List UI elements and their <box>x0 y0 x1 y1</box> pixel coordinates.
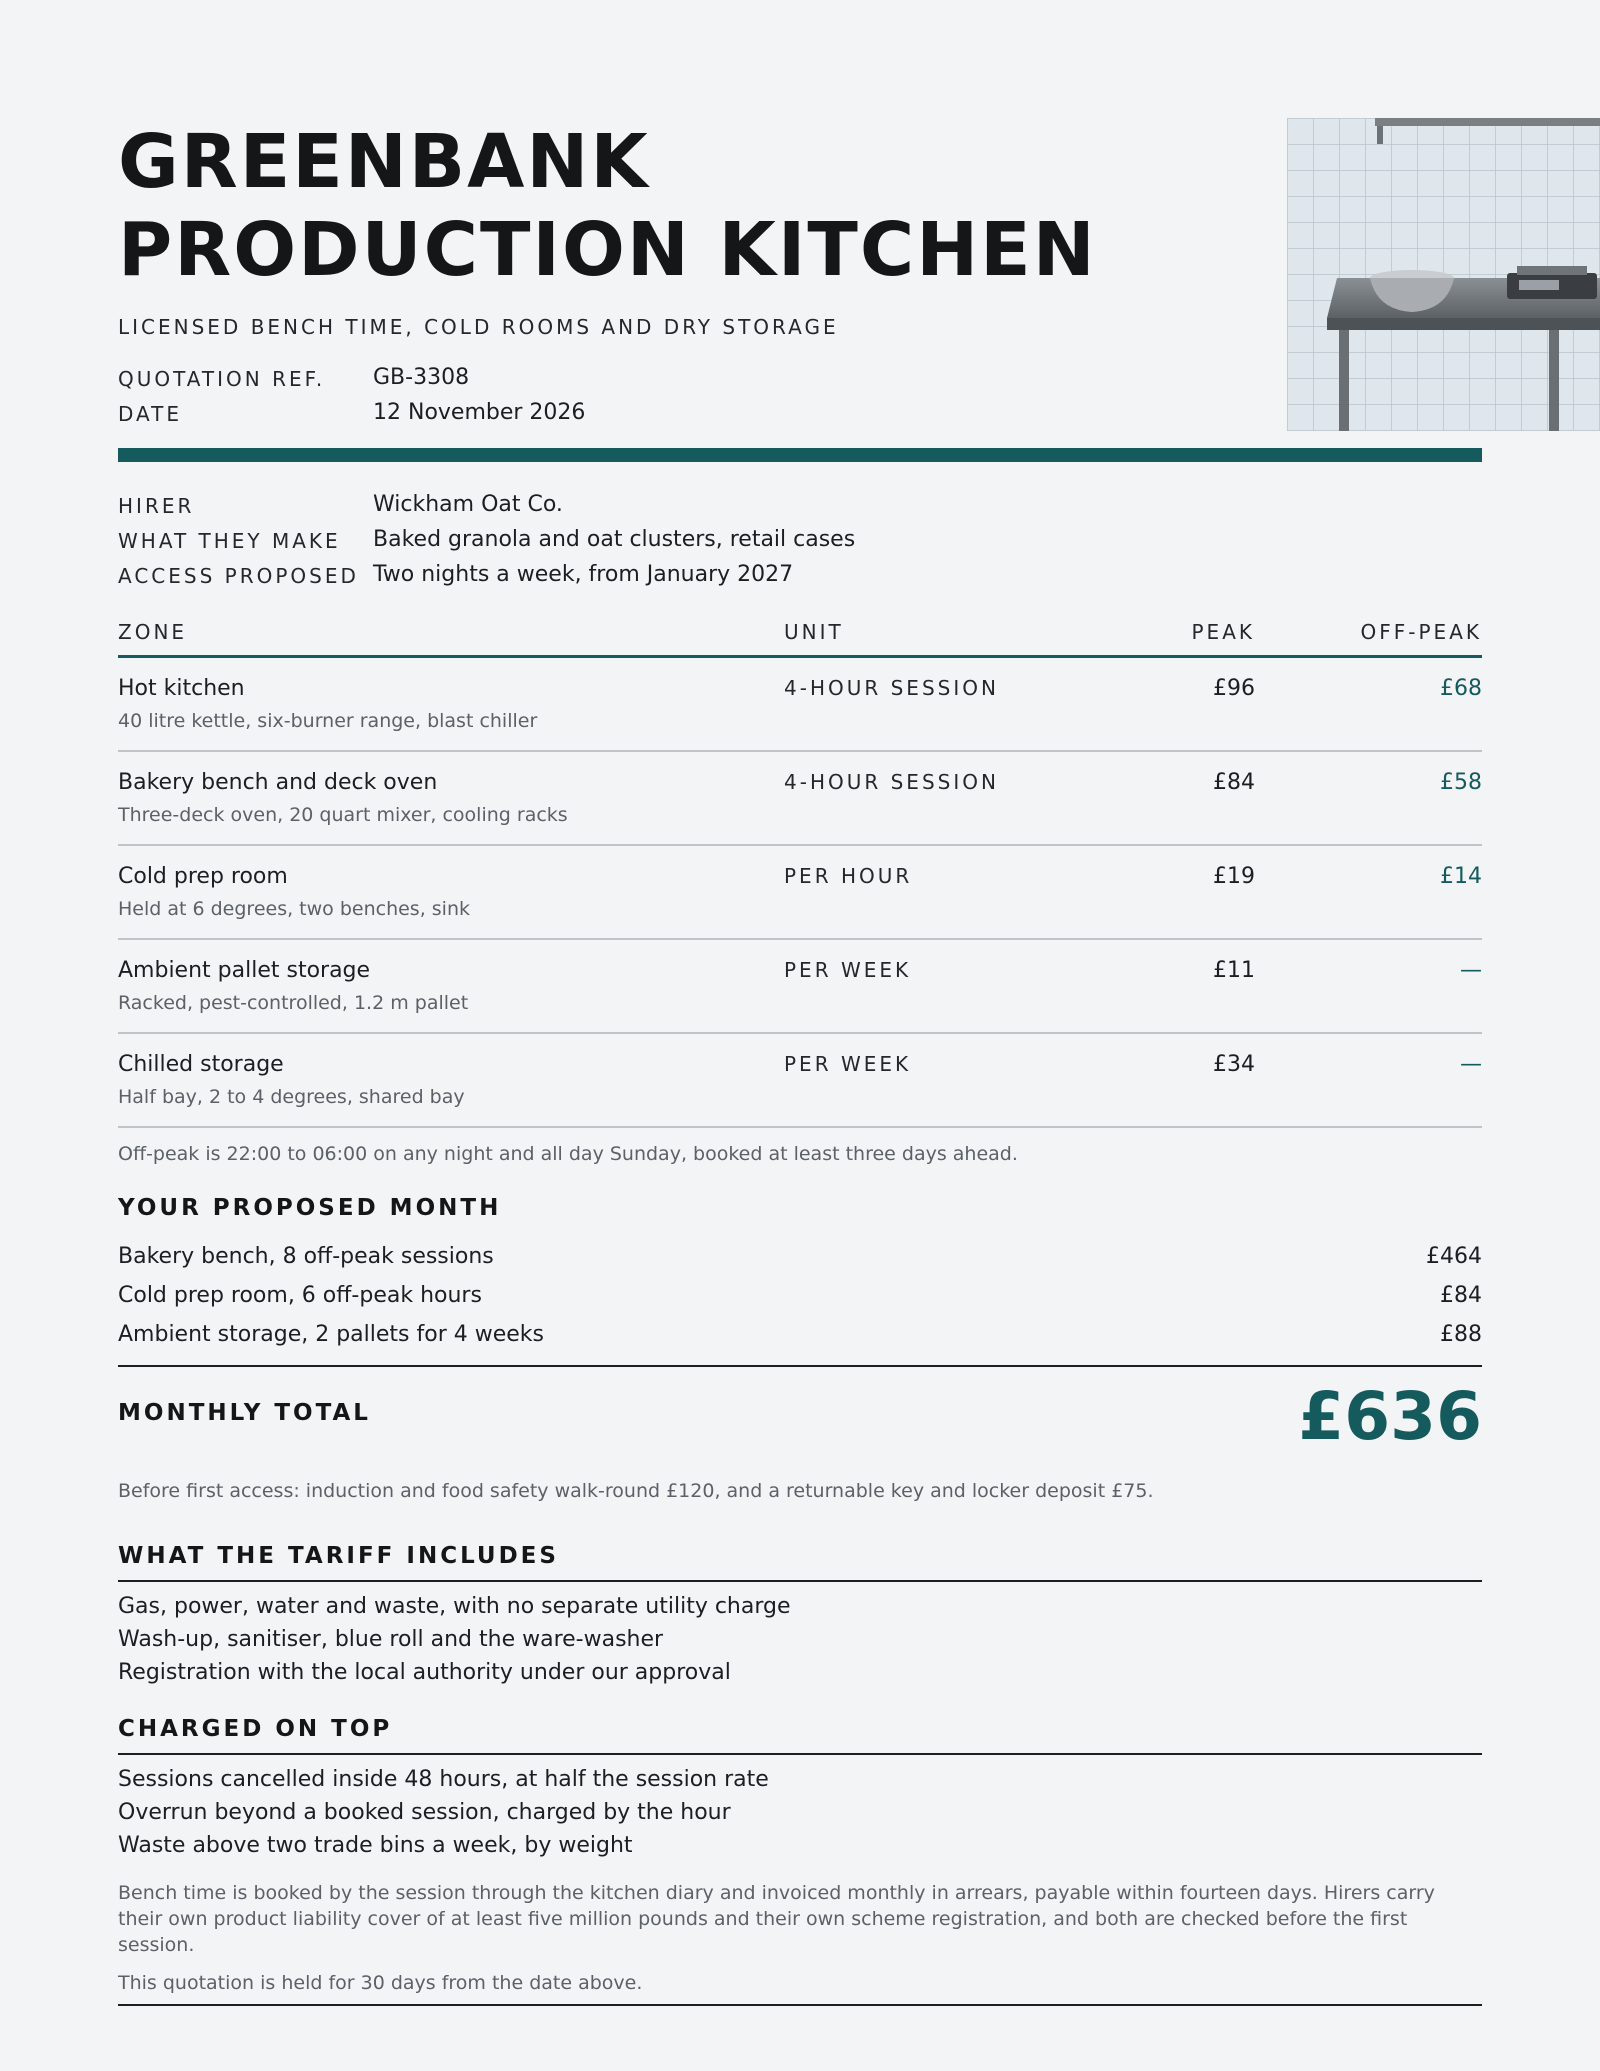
validity-text: This quotation is held for 30 days from the date above. <box>118 1972 643 1994</box>
proposed-item-amount: £464 <box>1426 1244 1482 1269</box>
table-row <box>118 940 1482 1034</box>
hirer-label: HIRER <box>118 494 195 518</box>
monthly-total-value: £636 <box>1298 1378 1482 1455</box>
table-row <box>118 846 1482 940</box>
proposed-month-heading: YOUR PROPOSED MONTH <box>118 1195 502 1221</box>
includes-rule <box>118 1580 1482 1582</box>
peak-price: £19 <box>1213 864 1255 889</box>
zone-name: Ambient pallet storage <box>118 958 371 983</box>
includes-item: Registration with the local authority under our approval <box>118 1660 731 1685</box>
column-header-unit: UNIT <box>784 620 844 644</box>
make-label: WHAT THEY MAKE <box>118 529 341 553</box>
table-row <box>118 1034 1482 1128</box>
kitchen-photo <box>1287 118 1600 431</box>
peak-price: £11 <box>1213 958 1255 983</box>
make-value: Baked granola and oat clusters, retail cases <box>373 527 856 552</box>
extras-heading: CHARGED ON TOP <box>118 1716 393 1742</box>
proposed-item-label: Bakery bench, 8 off-peak sessions <box>118 1244 494 1269</box>
zone-description: Held at 6 degrees, two benches, sink <box>118 898 471 920</box>
peak-price: £96 <box>1213 676 1255 701</box>
header-rule <box>118 448 1482 462</box>
table-row <box>118 752 1482 846</box>
row-divider <box>118 1126 1482 1128</box>
ref-label: QUOTATION REF. <box>118 367 326 391</box>
zone-description: 40 litre kettle, six-burner range, blast chiller <box>118 710 538 732</box>
hirer-value: Wickham Oat Co. <box>373 492 563 517</box>
access-label: ACCESS PROPOSED <box>118 564 359 588</box>
zone-description: Three-deck oven, 20 quart mixer, cooling racks <box>118 804 568 826</box>
offpeak-price: — <box>1460 1052 1482 1077</box>
proposed-item-label: Cold prep room, 6 off-peak hours <box>118 1283 482 1308</box>
offpeak-price: £68 <box>1440 676 1482 701</box>
includes-heading: WHAT THE TARIFF INCLUDES <box>118 1543 559 1569</box>
column-header-zone: ZONE <box>118 620 188 644</box>
date-value: 12 November 2026 <box>373 400 586 425</box>
zone-description: Racked, pest-controlled, 1.2 m pallet <box>118 992 469 1014</box>
total-rule <box>118 1365 1482 1367</box>
extras-item: Overrun beyond a booked session, charged by the hour <box>118 1800 731 1825</box>
zone-unit: PER WEEK <box>784 958 912 982</box>
before-access-note: Before first access: induction and food safety walk-round £120, and a returnable key and locker deposit £75. <box>118 1480 1154 1502</box>
offpeak-price: — <box>1460 958 1482 983</box>
peak-price: £84 <box>1213 770 1255 795</box>
includes-item: Wash-up, sanitiser, blue roll and the ware-washer <box>118 1627 664 1652</box>
column-header-peak: PEAK <box>1191 620 1255 644</box>
page-title <box>118 118 1097 294</box>
zone-unit: PER HOUR <box>784 864 913 888</box>
proposed-item-label: Ambient storage, 2 pallets for 4 weeks <box>118 1322 544 1347</box>
zone-unit: 4-HOUR SESSION <box>784 770 999 794</box>
zone-name: Cold prep room <box>118 864 288 889</box>
proposed-item-amount: £84 <box>1440 1283 1482 1308</box>
peak-price: £34 <box>1213 1052 1255 1077</box>
zone-description: Half bay, 2 to 4 degrees, shared bay <box>118 1086 465 1108</box>
terms-text: Bench time is booked by the session through the kitchen diary and invoiced monthly in arrears, payable within fourteen days. Hirers carry their own product liability cover of at least five million pounds and their own scheme registration, and both are checked before the first session. <box>118 1882 1435 1956</box>
extras-item: Waste above two trade bins a week, by weight <box>118 1833 633 1858</box>
extras-item: Sessions cancelled inside 48 hours, at half the session rate <box>118 1767 769 1792</box>
extras-rule <box>118 1753 1482 1755</box>
zone-name: Chilled storage <box>118 1052 284 1077</box>
offpeak-price: £14 <box>1440 864 1482 889</box>
zone-name: Hot kitchen <box>118 676 245 701</box>
includes-item: Gas, power, water and waste, with no separate utility charge <box>118 1594 791 1619</box>
ref-value: GB-3308 <box>373 365 470 390</box>
zone-unit: 4-HOUR SESSION <box>784 676 999 700</box>
column-header-offpeak: OFF-PEAK <box>1360 620 1482 644</box>
table-row <box>118 658 1482 752</box>
page-subtitle: LICENSED BENCH TIME, COLD ROOMS AND DRY STORAGE <box>118 315 839 339</box>
access-value: Two nights a week, from January 2027 <box>373 562 794 587</box>
title-line-1: GREENBANK <box>118 119 650 205</box>
proposed-item-amount: £88 <box>1440 1322 1482 1347</box>
zone-unit: PER WEEK <box>784 1052 912 1076</box>
offpeak-price: £58 <box>1440 770 1482 795</box>
zone-name: Bakery bench and deck oven <box>118 770 438 795</box>
date-label: DATE <box>118 402 183 426</box>
footer-rule <box>118 2004 1482 2006</box>
monthly-total-label: MONTHLY TOTAL <box>118 1400 371 1426</box>
offpeak-note: Off-peak is 22:00 to 06:00 on any night and all day Sunday, booked at least three days ahead. <box>118 1143 1018 1165</box>
kitchen-photo-image <box>1287 118 1600 431</box>
title-line-2: PRODUCTION KITCHEN <box>118 207 1097 293</box>
